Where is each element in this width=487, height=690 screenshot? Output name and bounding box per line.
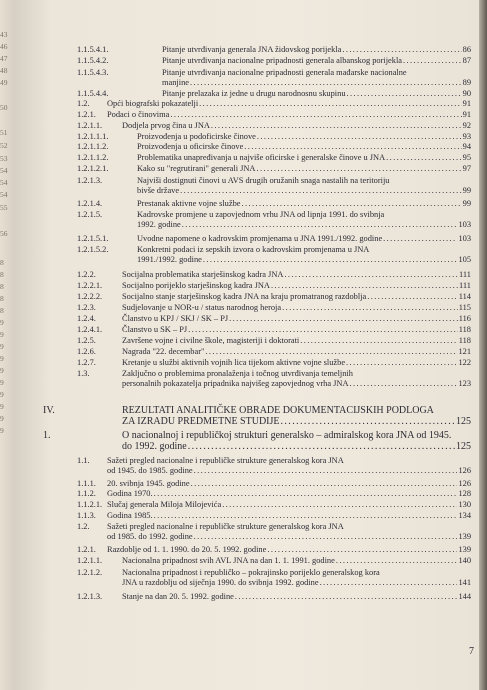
dot-leader: [194, 466, 458, 476]
toc-entry-number: 1.2.1.3.: [77, 592, 103, 601]
toc-entry-page-number: 121: [458, 347, 471, 356]
toc-entry-number: 1.1.: [77, 456, 90, 465]
toc-entry-number: 1.1.5.4.4.: [77, 89, 109, 98]
toc-entry-number: 1.2.1.5.2.: [77, 245, 109, 254]
toc-entry-text: [122, 369, 471, 388]
toc-entry-title-line: bivše države: [137, 185, 180, 195]
toc-entry-number: 1.2.1.: [77, 110, 96, 119]
toc-entry-page-number: 134: [458, 511, 471, 520]
toc-entry-title-line: JNA u razdoblju od siječnja 1990. do svibnja 1992. godine: [122, 577, 319, 587]
dot-leader: [170, 110, 461, 120]
toc-entry[interactable]: [77, 303, 471, 313]
toc-entry-title-line: Sažeti pregled nacionalne i republičke strukture generalskog kora JNA: [107, 456, 344, 465]
toc-entry-title-line: Završene vojne i civilne škole, magisteriji i doktorati: [122, 336, 300, 345]
previous-page-number: 8: [0, 294, 4, 303]
toc-entry-text: [122, 281, 471, 291]
toc-entry-text: [107, 489, 471, 499]
toc-entry-text: [137, 142, 471, 152]
toc-entry[interactable]: [77, 556, 471, 566]
previous-page-number: 49: [0, 78, 8, 87]
toc-entry-title-line: Stanje na dan 20. 5. 1992. godine: [122, 592, 234, 601]
dot-leader: [256, 164, 461, 174]
toc-entry-number: 1.1.5.4.1.: [77, 45, 109, 54]
toc-entry-page-number: 116: [458, 314, 471, 323]
dot-leader: [383, 234, 457, 244]
toc-entry-title-line: Kretanje u službi aktivnih vojnih lica tijekom aktivne vojne službe: [122, 358, 346, 367]
dot-leader: [346, 358, 457, 368]
dot-leader: [180, 186, 462, 196]
toc-entry[interactable]: [77, 245, 471, 264]
toc-entry-page-number: 86: [462, 45, 471, 54]
dot-leader: [222, 500, 457, 510]
dot-leader: [350, 379, 458, 389]
toc-entry-title-line: Slučaj generala Miloja Milojevića: [107, 500, 222, 509]
toc-entry-text: [162, 56, 471, 66]
toc-entry-number: 1.1.2.: [77, 489, 96, 498]
toc-entry-page-number: 103: [458, 219, 471, 229]
toc-entry[interactable]: [77, 199, 471, 209]
previous-page-edge: [0, 0, 14, 690]
toc-entry-page-number: 126: [458, 465, 471, 475]
toc-entry-number: 1.2.1.5.: [77, 210, 103, 219]
toc-entry-page-number: 144: [458, 592, 471, 601]
toc-entry-page-number: 130: [458, 500, 471, 509]
dot-leader: [244, 142, 461, 152]
toc-entry[interactable]: [77, 292, 471, 302]
toc-entry-title-line: Članstvo u SK – PJ: [122, 325, 188, 334]
dot-leader: [386, 153, 461, 163]
toc-entry[interactable]: [77, 281, 471, 291]
toc-entry-number: 1.2.1.2.: [77, 568, 103, 577]
toc-entry-text: [137, 164, 471, 174]
toc-entry-number: 1.2.1.2.1.: [77, 164, 109, 173]
toc-entry-title-line: od 1945. do 1985. godine: [107, 465, 193, 475]
toc-entry-title-line: Pitanje utvrđivanja nacionalne pripadnosti generala mađarske nacionalne: [162, 68, 407, 77]
toc-entry[interactable]: [43, 405, 471, 428]
toc-entry-number: 1.2.4.: [77, 314, 96, 323]
toc-entry-number: 1.2.7.: [77, 358, 96, 367]
toc-entry[interactable]: [77, 369, 471, 388]
toc-entry-number: 1.1.1.: [77, 479, 96, 488]
book-page: [14, 0, 479, 690]
toc-entry-text: [122, 325, 471, 335]
toc-entry-text: [107, 522, 471, 541]
toc-entry-number: 1.1.5.4.2.: [77, 56, 109, 65]
toc-entry-title-line: Godina 1985.: [107, 511, 153, 520]
dot-leader: [282, 303, 458, 313]
toc-entry[interactable]: [77, 479, 471, 489]
toc-entry[interactable]: [77, 522, 471, 541]
previous-page-number: 9: [0, 426, 4, 435]
toc-entry-number: 1.2.1.: [77, 545, 96, 554]
toc-entry-number: 1.2.5.: [77, 336, 96, 345]
toc-entry-text: [122, 314, 471, 324]
toc-entry-title-line: Proizvođenja u oficirske činove: [137, 142, 244, 151]
toc-entry-number: 1.1.5.4.3.: [77, 68, 109, 77]
toc-entry[interactable]: [77, 176, 471, 195]
toc-entry-title-line: Nagrada "22. decembar": [122, 347, 205, 356]
previous-page-number: 8: [0, 270, 4, 279]
toc-entry-title-line: Socijalno porijeklo starješinskog kadra JNA: [122, 281, 270, 290]
dot-leader: [284, 270, 458, 280]
toc-entry-text: [122, 405, 471, 428]
dot-leader: [211, 121, 462, 131]
toc-entry-text: [162, 45, 471, 55]
previous-page-number: 54: [0, 190, 8, 199]
toc-entry-text: [122, 347, 471, 357]
toc-entry-page-number: 90: [462, 89, 471, 98]
toc-entry-text: [162, 89, 471, 99]
toc-entry[interactable]: [77, 132, 471, 142]
page-number: 7: [469, 646, 474, 657]
toc-entry-page-number: 114: [458, 292, 471, 301]
previous-page-number: 56: [0, 229, 8, 238]
previous-page-number: 8: [0, 258, 4, 267]
toc-entry-text: [122, 303, 471, 313]
dot-leader: [267, 545, 457, 555]
previous-page-number: 55: [0, 203, 8, 212]
toc-entry[interactable]: [77, 121, 471, 131]
toc-entry-page-number: 123: [458, 378, 471, 388]
toc-entry[interactable]: [77, 89, 471, 99]
dot-leader: [229, 314, 458, 324]
dot-leader: [281, 416, 456, 427]
toc-entry[interactable]: [77, 568, 471, 587]
previous-page-number: 8: [0, 306, 4, 315]
toc-entry-page-number: 111: [459, 281, 471, 290]
toc-entry-text: [137, 199, 471, 209]
toc-entry-page-number: 92: [462, 121, 471, 130]
toc-entry-title-line: REZULTATI ANALITIČKE OBRADE DOKUMENTACIJSKIH PODLOGA: [122, 405, 434, 416]
toc-entry-number: 1.2.2.2.: [77, 292, 103, 301]
dot-leader: [203, 255, 458, 265]
dot-leader: [403, 56, 462, 66]
toc-entry-page-number: 111: [459, 270, 471, 279]
toc-entry-page-number: 103: [458, 234, 471, 243]
toc-entry-title-line: Kadrovske promjene u zapovjednom vrhu JNA od lipnja 1991. do svibnja: [137, 210, 385, 219]
toc-entry-number: 1.3.: [77, 369, 90, 378]
toc-entry-page-number: 140: [458, 556, 471, 565]
toc-entry-number: 1.2.1.3.: [77, 176, 103, 185]
previous-page-number: 9: [0, 414, 4, 423]
toc-entry[interactable]: [77, 99, 471, 109]
toc-entry-title-line: Članstvo u KPJ / SKJ / SK – PJ: [122, 314, 229, 323]
toc-entry-title-line: personalnih pokazatelja pripadnika najvišeg zapovjednog vrha JNA: [122, 378, 349, 388]
previous-page-number: 54: [0, 166, 8, 175]
dot-leader: [367, 292, 458, 302]
dot-leader: [320, 578, 458, 588]
previous-page-number: 9: [0, 330, 4, 339]
dot-leader: [300, 336, 458, 346]
toc-entry-title-line: Nacionalna pripadnost svih AVL JNA na dan 1. 1. 1991. godine: [122, 556, 335, 565]
toc-entry-text: [107, 511, 471, 521]
toc-entry[interactable]: [77, 45, 471, 55]
dot-leader: [271, 281, 458, 291]
toc-entry-text: [107, 99, 471, 109]
previous-page-number: 9: [0, 342, 4, 351]
toc-entry-text: [107, 545, 471, 555]
toc-entry-text: [122, 336, 471, 346]
dot-leader: [205, 347, 457, 357]
toc-entry-title-line: do 1992. godine: [122, 441, 187, 453]
toc-entry-title-line: Pitanje utvrđivanja nacionalne pripadnosti generala albanskog porijekla: [162, 56, 403, 65]
toc-entry-text: [122, 270, 471, 280]
toc-entry-text: [107, 500, 471, 510]
previous-page-number: 9: [0, 366, 4, 375]
toc-entry-title-line: 1992. godine: [137, 219, 181, 229]
toc-entry-number: 1.2.: [77, 99, 90, 108]
toc-entry-title-line: Proizvođenja u podoficirske činove: [137, 132, 256, 141]
toc-entry-number: 1.2.1.4.: [77, 199, 103, 208]
toc-entry-number: 1.1.3.: [77, 511, 96, 520]
toc-entry-title-line: Sudjelovanje u NOR-u / status narodnog heroja: [122, 303, 282, 312]
previous-page-number: 9: [0, 378, 4, 387]
toc-entry-title-line: manjine: [162, 77, 189, 87]
toc-entry-title-line: ZA IZRADU PREDMETNE STUDIJE: [122, 416, 280, 428]
toc-entry-page-number: 91: [462, 99, 471, 108]
toc-entry[interactable]: [77, 489, 471, 499]
toc-entry-title-line: Problematika unapređivanja u najviše oficirske i generalske činove u JNA: [137, 153, 386, 162]
toc-entry-page-number: 99: [462, 185, 471, 195]
toc-entry-title-line: Najviši dostignuti činovi u AVS drugih oružanih snaga nastalih na teritoriju: [137, 176, 390, 185]
toc-entry[interactable]: [77, 68, 471, 87]
toc-entry-page-number: 105: [458, 254, 471, 264]
previous-page-number: 50: [0, 103, 8, 112]
toc-entry-title-line: Opći biografski pokazatelji: [107, 99, 199, 108]
toc-entry-page-number: 128: [458, 489, 471, 498]
toc-entry-title-line: Dodjela prvog čina u JNA: [122, 121, 210, 130]
toc-entry-page-number: 125: [456, 441, 471, 453]
previous-page-number: 8: [0, 282, 4, 291]
toc-entry-title-line: Socijalno stanje starješinskog kadra JNA na kraju promatranog razdoblja: [122, 292, 367, 301]
toc-entry-text: [107, 110, 471, 120]
toc-entry[interactable]: [77, 210, 471, 229]
toc-entry[interactable]: [77, 153, 471, 163]
toc-entry-number: 1.2.1.1.2.: [77, 153, 109, 162]
toc-entry[interactable]: [77, 336, 471, 346]
toc-entry-page-number: 91: [462, 110, 471, 119]
toc-entry-number: 1.2.1.1.: [77, 121, 103, 130]
toc-entry[interactable]: [77, 325, 471, 335]
dot-leader: [154, 489, 458, 499]
toc-entry-text: [122, 430, 471, 453]
toc-entry[interactable]: [43, 430, 471, 453]
toc-entry[interactable]: [77, 270, 471, 280]
toc-entry[interactable]: [77, 234, 471, 244]
toc-entry-page-number: 93: [462, 132, 471, 141]
toc-entry-title-line: O nacionalnoj i republičkoj strukturi generalsko – admiralskog kora JNA od 1945.: [122, 430, 452, 441]
toc-entry-number: 1.: [43, 430, 51, 441]
toc-entry-number: 1.2.: [77, 522, 90, 531]
previous-page-number: 9: [0, 390, 4, 399]
toc-entry-text: [137, 234, 471, 244]
toc-entry-number: 1.2.6.: [77, 347, 96, 356]
toc-entry-number: 1.1.2.1.: [77, 500, 103, 509]
toc-entry-title-line: Godina 1970.: [107, 489, 153, 498]
toc-entry-title-line: od 1985. do 1992. godine: [107, 531, 193, 541]
toc-entry-number: 1.2.4.1.: [77, 325, 103, 334]
dot-leader: [194, 532, 458, 542]
toc-entry-page-number: 89: [462, 77, 471, 87]
toc-entry-page-number: 87: [462, 56, 471, 65]
dot-leader: [199, 99, 461, 109]
dot-leader: [182, 220, 458, 230]
toc-entry-text: [122, 556, 471, 566]
toc-entry-title-line: Zaključno o problemima pronalaženja i točnog utvrđivanja temeljnih: [122, 369, 353, 378]
dot-leader: [188, 325, 458, 335]
toc-entry[interactable]: [77, 347, 471, 357]
toc-entry-text: [137, 153, 471, 163]
dot-leader: [188, 441, 455, 452]
toc-entry-page-number: 126: [458, 479, 471, 488]
toc-entry[interactable]: [77, 358, 471, 368]
toc-entry-text: [107, 479, 471, 489]
toc-entry[interactable]: [77, 500, 471, 510]
toc-entry[interactable]: [77, 592, 471, 602]
toc-entry-text: [107, 456, 471, 475]
toc-entry-text: [122, 568, 471, 587]
previous-page-number: 52: [0, 141, 8, 150]
toc-entry-text: [122, 121, 471, 131]
previous-page-number: 51: [0, 128, 8, 137]
toc-entry-text: [122, 358, 471, 368]
toc-entry-page-number: 139: [458, 545, 471, 554]
toc-entry-title-line: Pitanje prelazaka iz jedne u drugu narodnosnu skupinu: [162, 89, 346, 98]
previous-page-number: 48: [0, 66, 8, 75]
toc-entry-title-line: Nacionalna pripadnost i republičko – pokrajinsko porijeklo generalskog kora: [122, 568, 380, 577]
page-edge-shadow: [479, 0, 487, 690]
toc-entry[interactable]: [77, 164, 471, 174]
toc-entry[interactable]: [77, 456, 471, 475]
toc-entry-title-line: Razdoblje od 1. 1. 1990. do 20. 5. 1992. godine: [107, 545, 267, 554]
toc-entry-number: IV.: [43, 405, 55, 416]
dot-leader: [154, 511, 458, 521]
toc-entry-title-line: 20. svibnja 1945. godine: [107, 479, 190, 488]
toc-entry-text: [137, 210, 471, 229]
toc-entry-page-number: 125: [456, 416, 471, 428]
previous-page-number: 54: [0, 178, 8, 187]
toc-entry-text: [137, 245, 471, 264]
previous-page-number: 47: [0, 54, 8, 63]
toc-entry-title-line: Kako su "regrutirani" generali JNA: [137, 164, 256, 173]
toc-entry-text: [122, 592, 471, 602]
toc-entry-number: 1.2.1.1.1.: [77, 132, 109, 141]
dot-leader: [191, 479, 458, 489]
dot-leader: [242, 199, 462, 209]
toc-entry-page-number: 139: [458, 531, 471, 541]
toc-entry-page-number: 97: [462, 164, 471, 173]
toc-entry-title-line: 1991./1992. godine: [137, 254, 202, 264]
toc-entry-title-line: Socijalna problematika starješinskog kadra JNA: [122, 270, 284, 279]
toc-entry-number: 1.2.1.1.: [77, 556, 103, 565]
previous-page-number: 9: [0, 318, 4, 327]
toc-entry-title-line: Pitanje utvrđivanja generala JNA židovskog porijekla: [162, 45, 342, 54]
toc-entry-page-number: 95: [462, 153, 471, 162]
toc-entry[interactable]: [77, 511, 471, 521]
toc-entry-number: 1.2.3.: [77, 303, 96, 312]
toc-entry-text: [137, 132, 471, 142]
previous-page-number: 43: [0, 30, 8, 39]
toc-entry-number: 1.2.1.1.2.: [77, 142, 109, 151]
dot-leader: [257, 132, 462, 142]
toc-entry[interactable]: [77, 314, 471, 324]
toc-entry-text: [162, 68, 471, 87]
toc-entry-number: 1.2.2.1.: [77, 281, 103, 290]
previous-page-number: 9: [0, 354, 4, 363]
toc-entry-text: [122, 292, 471, 302]
toc-entry[interactable]: [77, 545, 471, 555]
toc-entry-title-line: Sažeti pregled nacionalne i republičke strukture generalskog kora JNA: [107, 522, 344, 531]
toc-entry[interactable]: [77, 56, 471, 66]
toc-entry-page-number: 118: [458, 325, 471, 334]
toc-entry-number: 1.2.2.: [77, 270, 96, 279]
previous-page-number: 46: [0, 42, 8, 51]
previous-page-number: 9: [0, 402, 4, 411]
toc-entry[interactable]: [77, 142, 471, 152]
toc-entry-title-line: Uvodne napomene o kadrovskim promjenama u JNA 1991./1992. godine: [137, 234, 383, 243]
toc-entry-page-number: 141: [458, 577, 471, 587]
dot-leader: [190, 78, 462, 88]
toc-entry-page-number: 118: [458, 336, 471, 345]
toc-entry-title-line: Podaci o činovima: [107, 110, 170, 119]
dot-leader: [336, 556, 458, 566]
toc-entry-title-line: Konkretni podaci iz sepskih izvora o kadrovskim promjenama u JNA: [137, 245, 370, 254]
toc-entry[interactable]: [77, 110, 471, 120]
toc-entry-page-number: 94: [462, 142, 471, 151]
toc-entry-number: 1.2.1.5.1.: [77, 234, 109, 243]
toc-entry-page-number: 99: [462, 199, 471, 208]
toc-entry-page-number: 122: [458, 358, 471, 367]
dot-leader: [342, 45, 461, 55]
dot-leader: [235, 592, 458, 602]
toc-entry-title-line: Prestanak aktivne vojne službe: [137, 199, 241, 208]
dot-leader: [347, 89, 462, 99]
toc-entry-text: [137, 176, 471, 195]
previous-page-number: 53: [0, 154, 8, 163]
toc-entry-page-number: 115: [458, 303, 471, 312]
